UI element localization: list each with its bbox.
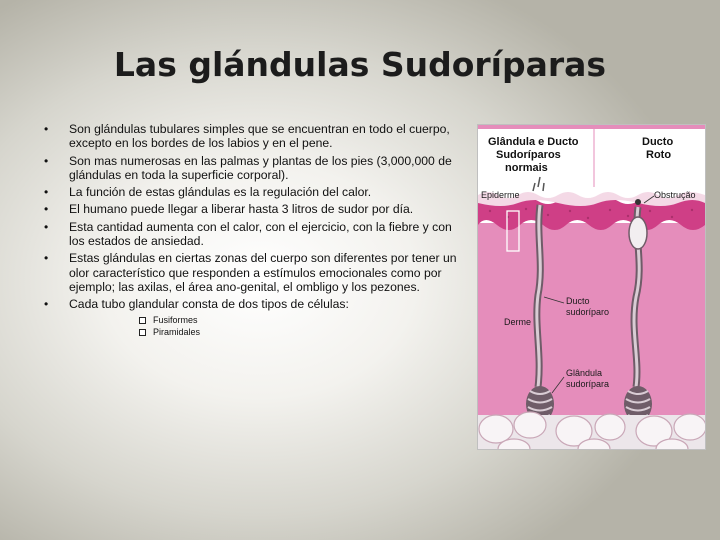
- heading-left-2: Sudoríparos: [496, 149, 561, 161]
- bullet-item: • El humano puede llegar a liberar hasta 3 litros de sudor por día.: [44, 202, 469, 216]
- label-glandula-2: sudorípara: [566, 379, 610, 389]
- heading-left-3: normais: [505, 162, 548, 174]
- bullet-item: • La función de estas glándulas es la regulación del calor.: [44, 185, 469, 199]
- sub-bullet-list: [69, 314, 469, 338]
- bullet-item-cell-types: [44, 297, 469, 337]
- bullet-item: • Estas glándulas en ciertas zonas del cuerpo son diferentes por tener un olor característico que responden a estímulos emocionales como por ejemplo; las axilas, el área ano-genital, el ombligo y los pezones.: [44, 251, 469, 294]
- sub-bullet-item: Fusiformes: [69, 314, 469, 326]
- label-ducto-2: sudoríparo: [566, 307, 610, 317]
- slide-title: Las glándulas Sudoríparas: [113, 45, 607, 84]
- label-epiderme: Epiderme: [481, 190, 520, 200]
- obstruction-blob: [629, 217, 647, 249]
- bullet-item: • Son glándulas tubulares simples que se encuentran en todo el cuerpo, excepto en los bordes de los labios y en el pene.: [44, 122, 469, 151]
- heading-left-1: Glândula e Ducto: [488, 136, 579, 148]
- sweat-gland-diagram: [477, 124, 706, 450]
- heading-right-1: Ducto: [642, 136, 674, 148]
- bullet-item: • Esta cantidad aumenta con el calor, con el ejercicio, con la fiebre y con los estados de ansiedad.: [44, 220, 469, 249]
- sub-bullet-item: Piramidales: [69, 326, 469, 338]
- duct-plug: [635, 199, 641, 205]
- bullet-item: • Son mas numerosas en las palmas y plantas de los pies (3,000,000 de glándulas en toda la superficie corporal).: [44, 154, 469, 183]
- label-derme: Derme: [504, 317, 532, 327]
- label-glandula-1: Glândula: [566, 368, 603, 378]
- label-ducto-1: Ducto: [566, 296, 590, 306]
- diagram-svg: [478, 125, 705, 449]
- bullet-text: Cada tubo glandular consta de dos tipos de células:: [69, 297, 349, 312]
- bullet-list: [44, 122, 469, 341]
- heading-right-2: Roto: [646, 149, 672, 161]
- label-obstrucao: Obstrução: [654, 190, 696, 200]
